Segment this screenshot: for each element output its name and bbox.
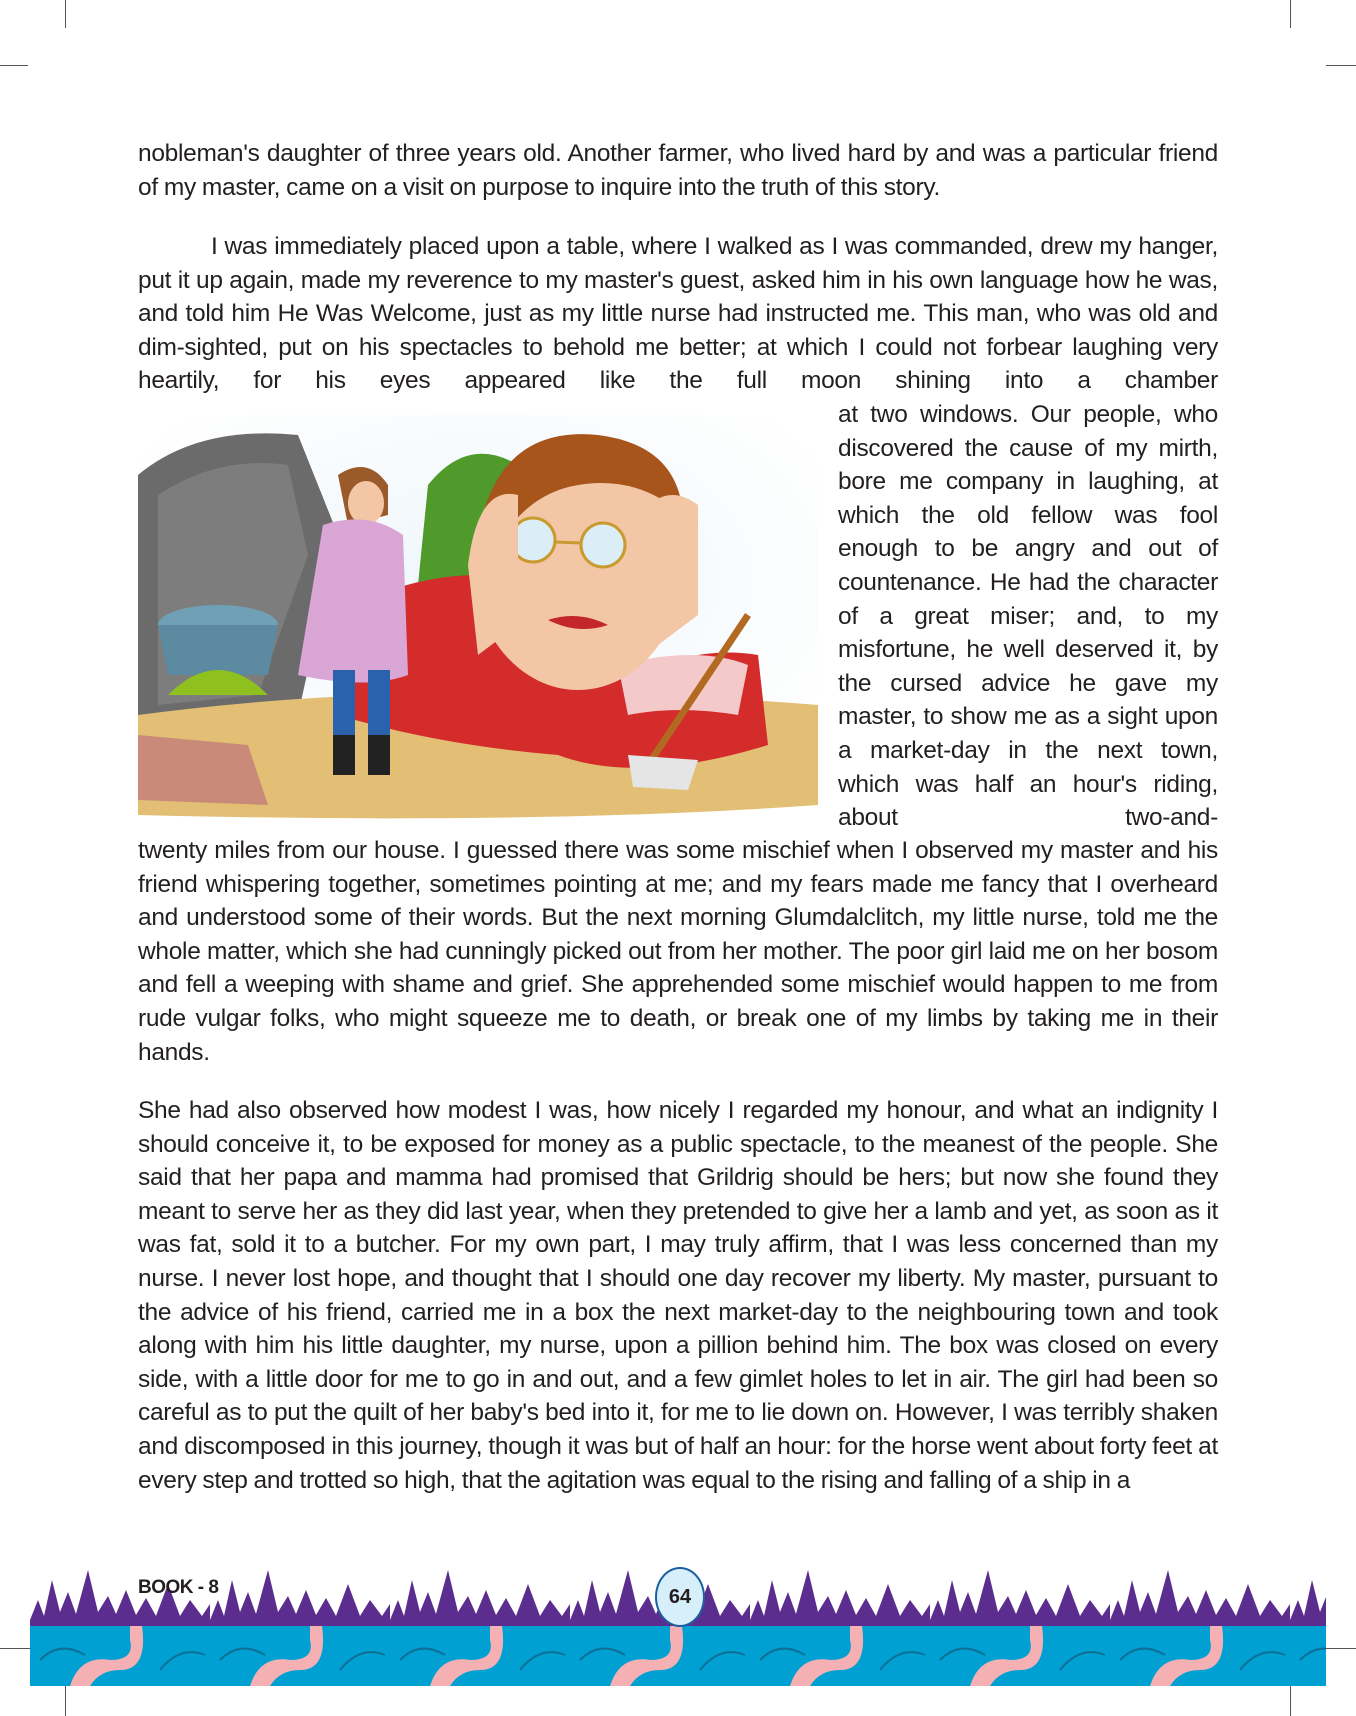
crop-mark [1290, 0, 1291, 28]
paragraph-1: nobleman's daughter of three years old. Another farmer, who lived hard by and was a particular friend of my master, came on a visit on purpose to inquire into the truth of this story. [138, 140, 1218, 201]
page-number-text: 64 [668, 1585, 692, 1608]
book-label: BOOK - 8 [138, 1577, 219, 1598]
paragraph-2-start: I was immediately placed upon a table, where I walked as I was commanded, drew my hanger, put it up again, made my reverence to my master's guest, asked him in his own language how he was, and told him He Was Welcome, just as my little nurse had instructed me. This man, who was old and dim-sighted, put on his spectacles to behold me better; at which I could not forbear laughing very heartily, for his eyes appeared like the full moon shining into a chamber [138, 233, 1218, 395]
crop-mark [1326, 65, 1356, 66]
crop-mark [65, 0, 66, 28]
crop-mark [0, 65, 28, 66]
crop-mark [1326, 1648, 1356, 1649]
paragraph-2-end: twenty miles from our house. I guessed there was some mischief when I observed my master and his friend whispering together, sometimes pointing at me; and my fears made me fancy that I overheard and understood some of their words. But the next morning Glumdalclitch, my little nurse, told me the whole matter, which she had cunningly picked out from her mother. The poor girl laid me on her bosom and fell a weeping with shame and grief. She apprehended some mischief would happen to me from rude vulgar folks, who might squeeze me to death, or break one of my limbs by taking me in their hands. [138, 837, 1218, 1066]
paragraph-2-beside-image: at two windows. Our people, who discovered the cause of my mirth, bore me company in laughing, at which the old fellow was fool enough to be angry and out of countenance. He had the character of a great miser; and, to my misfortune, he well deserved it, by the cursed advice he gave my master, to show me as a sight upon a market-day in the next town, which was half an hour's riding, about two-and- [838, 401, 1218, 832]
crop-mark [65, 1686, 66, 1716]
illustration-giant-with-spectacles [138, 415, 818, 831]
crop-mark [1290, 1686, 1291, 1716]
page-number [655, 1567, 705, 1627]
paragraph-3: She had also observed how modest I was, how nicely I regarded my honour, and what an indignity I should conceive it, to be exposed for money as a public spectacle, to the meanest of the people. She said that her papa and mamma had promised that Grildrig should be hers; but now she found they meant to serve her as they did last year, when they pretended to give her a lamb and yet, as soon as it was fat, sold it to a butcher. For my own part, I may truly affirm, that I was less concerned than my nurse. I never lost hope, and thought that I should one day recover my liberty. My master, pursuant to the advice of his friend, carried me in a box the next market-day to the neighbouring town and took along with him his little daughter, my nurse, upon a pillion behind him. The box was closed on every side, with a little door for me to go in and out, and a few gimlet holes to let in air. The girl had been so careful as to put the quilt of her baby's bed into it, for me to lie down on. However, I was terribly shaken and discomposed in this journey, though it was but of half an hour: for the horse went about forty feet at every step and trotted so high, that the agitation was equal to the rising and falling of a ship in a [138, 1097, 1218, 1494]
crop-mark [0, 1648, 30, 1649]
